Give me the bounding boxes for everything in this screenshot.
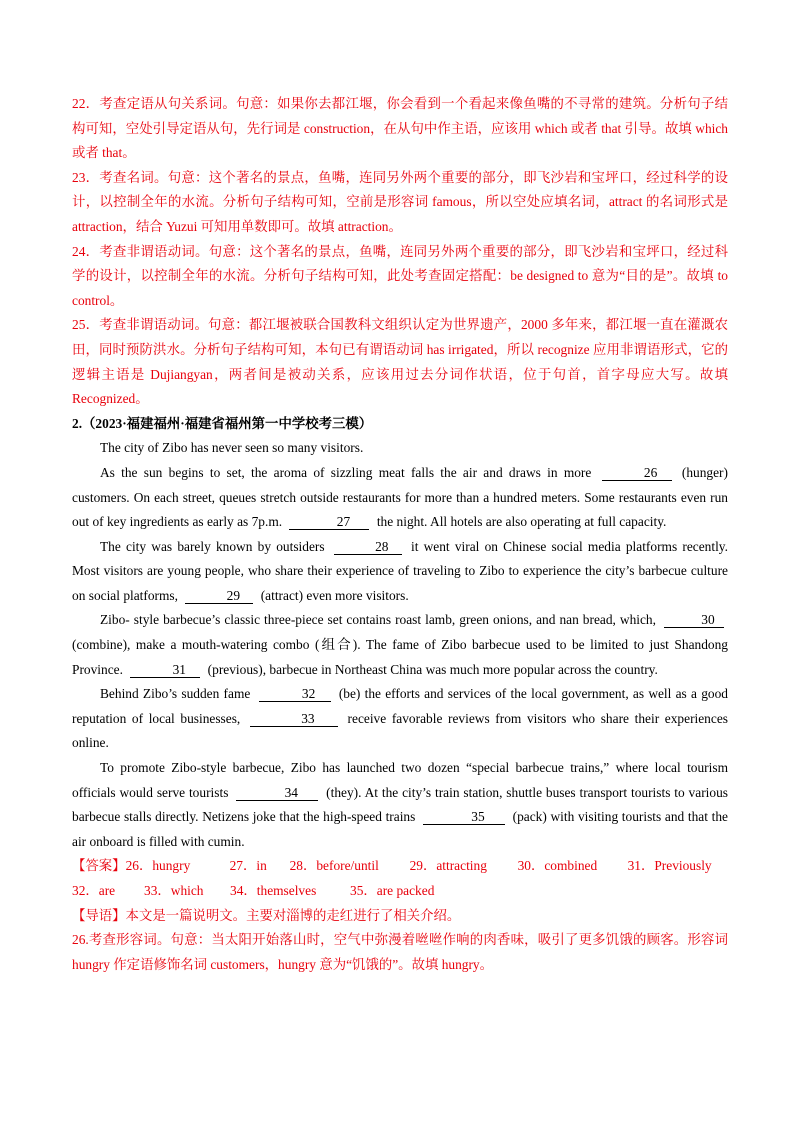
passage-paragraph-3 bbox=[72, 535, 728, 609]
passage-text: Behind Zibo’s sudden fame bbox=[100, 686, 251, 702]
blank-30: 30 bbox=[664, 612, 724, 628]
passage-text: As the sun begins to set, the aroma of sizzling meat falls the air and draws in more bbox=[100, 464, 592, 480]
passage-paragraph-4 bbox=[72, 608, 728, 682]
answer-item: 35．are packed bbox=[350, 883, 435, 898]
answer-item: 33．which bbox=[144, 883, 204, 898]
passage-text: (previous), barbecue in Northeast China was much more popular across the country. bbox=[207, 661, 658, 677]
passage-paragraph-1: The city of Zibo has never seen so many visitors. bbox=[100, 440, 364, 456]
explanation-25: 25．考查非谓语动词。句意：都江堰被联合国教科文组织认定为世界遗产，2000 多年来，都江堰一直在灌溉农田，同时预防洪水。分析句子结构可知，本句已有谓语动词 has irrigated，所以 recognize 应用非谓语形式，它的逻辑主语是 Dujiangyan，两者间是被动关系，应该用过去分词作状语，位于句首，首字母应大写。故填 Recognized。 bbox=[72, 317, 728, 407]
blank-26: 26 bbox=[602, 465, 672, 481]
answer-key bbox=[72, 854, 728, 903]
passage-text: (pack) with visiting tourists and that the air onboard is filled with cumin. bbox=[72, 809, 728, 849]
document-page bbox=[72, 92, 728, 977]
passage-text: (be) the efforts and services of the local government, as well as a good reputation of local businesses, bbox=[72, 686, 728, 726]
blank-29: 29 bbox=[185, 588, 253, 604]
passage-text: The city was barely known by outsiders bbox=[100, 538, 325, 554]
explanation-22: 22．考查定语从句关系词。句意：如果你去都江堰，你会看到一个看起来像鱼嘴的不寻常的建筑。分析句子结构可知，空处引导定语从句，先行词是 construction，在从句中作主语，应该用 which 或者 that 引导。故填 which 或者 that。 bbox=[72, 96, 728, 161]
answer-item: 34．themselves bbox=[230, 883, 317, 898]
guide-text: 【导语】本文是一篇说明文。主要对淄博的走红进行了相关介绍。 bbox=[72, 907, 461, 923]
passage-text: Zibo- style barbecue’s classic three-piece set contains roast lamb, green onions, and nan bread, which, bbox=[100, 612, 656, 628]
blank-33: 33 bbox=[250, 711, 338, 727]
blank-32: 32 bbox=[259, 686, 331, 702]
passage-paragraph-6 bbox=[72, 756, 728, 854]
passage-text: it went viral on Chinese social media platforms recently. Most visitors are young people, who share their experience of traveling to Zibo to experience the city’s barbecue culture on social platforms, bbox=[72, 538, 728, 603]
explanation-24: 24．考查非谓语动词。句意：这个著名的景点，鱼嘴，连同另外两个重要的部分，即飞沙岩和宝坪口，经过科学的设计，以控制全年的水流。分析句子结构可知，此处考查固定搭配：be designed to 意为“目的是”。故填 to control。 bbox=[72, 243, 728, 308]
passage-text: the night. All hotels are also operating at full capacity. bbox=[376, 514, 667, 530]
passage-text: (they). At the city’s train station, shuttle buses transport tourists to various barbecue stalls directly. Netizens joke that the high-speed trains bbox=[72, 784, 728, 825]
explanation-26: 26.考查形容词。句意：当太阳开始落山时，空气中弥漫着咝咝作响的肉香味，吸引了更多饥饿的顾客。形容词 hungry 作定语修饰名词 customers，hungry 意为“饥饿的”。故填 hungry。 bbox=[72, 932, 728, 972]
blank-27: 27 bbox=[289, 514, 369, 530]
blank-31: 31 bbox=[130, 662, 200, 678]
answer-item: 26．hungry bbox=[125, 858, 191, 874]
blank-28: 28 bbox=[334, 539, 402, 555]
blank-35: 35 bbox=[423, 809, 505, 825]
question-header: 2.（2023·福建福州·福建省福州第一中学校考三模） bbox=[72, 415, 373, 431]
passage-text: receive favorable reviews from visitors who share their experiences online. bbox=[72, 710, 728, 751]
answer-item: 28．before/until bbox=[289, 858, 379, 874]
passage-text: (combine), make a mouth-watering combo (组合). The fame of Zibo barbecue used to be limited to just Shandong Province. bbox=[72, 637, 728, 677]
passage-text: To promote Zibo-style barbecue, Zibo has launched two dozen “special barbecue trains,” where local tourism officials would serve tourists bbox=[72, 760, 728, 800]
passage-text: (attract) even more visitors. bbox=[260, 587, 409, 603]
answer-item: 31．Previously bbox=[627, 858, 712, 874]
blank-34: 34 bbox=[236, 785, 318, 801]
answer-item: 27．in bbox=[229, 858, 267, 874]
explanation-23: 23．考查名词。句意：这个著名的景点，鱼嘴，连同另外两个重要的部分，即飞沙岩和宝坪口，经过科学的设计，以控制全年的水流。分析句子结构可知，空前是形容词 famous，所以空处应填名词，attract 的名词形式是 attraction，结合 Yuzui 可知用单数即可。故填 attraction。 bbox=[72, 169, 729, 234]
passage-paragraph-2 bbox=[72, 461, 728, 535]
answer-item: 32．are bbox=[72, 883, 116, 898]
passage-text: (hunger) customers. On each street, queues stretch outside restaurants for more than a hundred meters. Some restaurants even run out of key ingredients as early as 7p.m. bbox=[72, 464, 728, 530]
answer-item: 30．combined bbox=[517, 858, 598, 874]
answer-label: 【答案】 bbox=[72, 858, 126, 874]
passage-paragraph-5 bbox=[72, 682, 728, 756]
answer-item: 29．attracting bbox=[409, 858, 487, 874]
